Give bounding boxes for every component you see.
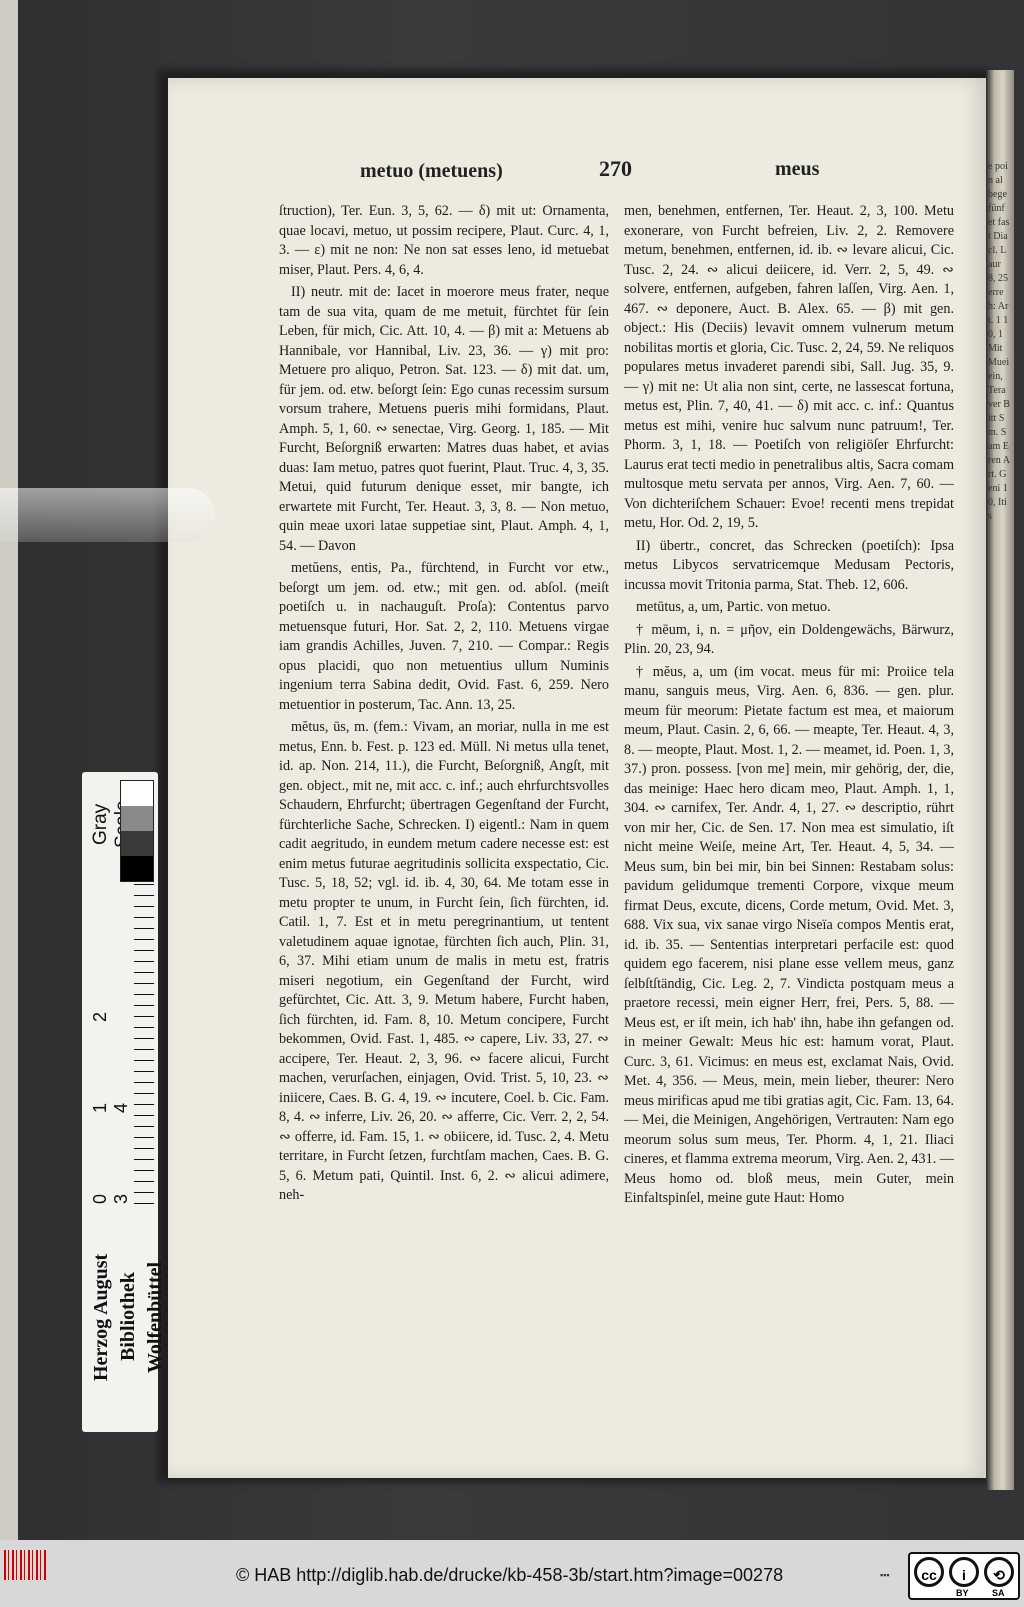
- library-line-2: Wolfenbüttel: [144, 1261, 166, 1373]
- ruler-ticks: [134, 884, 154, 1204]
- left-column: [279, 202, 609, 1372]
- previous-page-edge: [0, 0, 18, 1540]
- entry-meus: † mĕus, a, um (im vocat. meus für mi: Proiice tela manu, sanguis meus, Virg. Aen. 6, 836. — gen. plur. meum für meorum: Pietate factum est mea, et maiorum meum, Plaut. Casin. 2, 6, 66. — meapte, Ter. Heaut. 4, 3, 8. — meopte, Plaut. Most. 1, 2. — meamet, id. Poen. 1, 3, 37.) pron. possess. [von me] mein, mir gehörig, der, die, das meinige: Haec hero dicam meo, Plaut. Amph. 1, 1, 304. ∾ carnifex, Ter. Andr. 4, 1, 27. ∾ descriptio, rührt von mir her, Cic. de Sen. 17. Non mea est simulatio, iſt nicht meine Weiſe, meine Art, Ter. Heaut. 4, 5, 34. — Meus sum, bin bei mir, bin bei Sinnen: Restabam solus: pavidum gelidumque trementi Corpore, vixque meum firmat Deus, excute, dicens, Corde metum, Ovid. Met. 3, 688. Vix sua, vix sanae virgo Niseïa compos Mentis erat, id. ib. 35. — Sententias interpretari perfacile est: quod quidem ego facerem, nisi plane esse vellem meus, ganz ſelbſtſtändig, Cic. Leg. 2, 7. Vindicta postquam meus a praetore recessi, mein eigner Herr, frei, Pers. 5, 88. — Meus est, er iſt mein, ich hab' ihn, habe ihn gefangen od. in meiner Gewalt: Meus hic est: hamum vorat, Plaut. Curc. 3, 61. Vicimus: en meus est, exclamat Nais, Ovid. Met. 4, 356. — Meus, mein, mein lieber, theurer: Nero meus mirificas apud me tibi gratias agit, Cic. Fam. 13, 64. — Mei, die Meinigen, Angehörigen, Vertrauten: Nam ego meorum solus sum meus, Ter. Phorm. 4, 1, 21. Iliaci cineres, et flamma extrema meorum, Virg. Aen. 2, 431. — Meus homo od. bloß meus, mein Guter, mein Einfaltspinſel, meine gute Haut: Homo: [624, 663, 954, 1206]
- library-name: [88, 1212, 166, 1422]
- page-number: 270: [599, 156, 632, 181]
- entry-continuation: ſtruction), Ter. Eun. 3, 5, 62. — δ) mit ut: Ornamenta, quae locavi, metuo, ut possim recipere, Plaut. Curc. 4, 1, 3. — ε) mit ne non: Ne non sat esses leno, id metuebat miser, Plaut. Pers. 4, 6, 4.: [279, 203, 609, 278]
- swatch-dark-gray: [121, 831, 153, 856]
- cc-license-badge[interactable]: [908, 1552, 1020, 1600]
- swatch-black: [121, 856, 153, 881]
- page-header: [168, 150, 986, 190]
- entry-metuens: metŭens, entis, Pa., fürchtend, in Furcht vor etw., beſorgt um jem. od. etw.; mit gen. od. abſol. (meiſt poetiſch u. in nachauguſt. Proſa): Contentus parvo metuensque futuri, Hor. Sat. 2, 2, 110. Metuens virgae iam grandis Achilles, Juven. 7, 210. — Compar.: Regis opus placidi, quo non metuentius ullum Numinis ingenium terra Sabina dedit, Ovid. Fast. 6, 259. Nero metuentior in posterum, Tac. Ann. 13, 25.: [279, 560, 609, 713]
- sa-label: SA: [992, 1588, 1005, 1598]
- barcode-icon: [4, 1550, 48, 1580]
- header-right-catchword: meus: [775, 158, 820, 180]
- entry-metus-continued: men, benehmen, entfernen, Ter. Heaut. 2, 3, 100. Metu exonerare, von Furcht befreien, Liv. 2, 2. Removere metum, benehmen, entfernen, id. ib. ∾ levare alicui, Cic. Tusc. 2, 24. ∾ alicui deiicere, id. Verr. 2, 5, 49. ∾ solvere, entfernen, aufgeben, fahren laſſen, Virg. Aen. 1, 467. ∾ deponere, Auct. B. Alex. 65. — β) mit gen. object.: His (Deciis) levavit omnem vulnerum metum nobilitas mortis et gloria, Cic. Tusc. 2, 24, 59. Ne reliquos populares metus invaderet parendi sibi, Sall. Jug. 35, 9. — γ) mit ne: Ut alia non sint, certe, ne lassescat fortuna, metus est, Plin. 7, 40, 41. — δ) mit acc. c. inf.: Quantus metus est mihi, venire huc salvum nunc patruum!, Ter. Phorm. 3, 1, 18. — Poetiſch von religiöſer Ehrfurcht: Laurus erat tecti medio in penetralibus altis, Sacra comam multosque metu servata per annos, Virg. Aen. 7, 60. — Von dichteriſchem Schauer: Evoe! recenti mens trepidat metu, Hor. Od. 2, 19, 5.: [624, 203, 954, 531]
- sa-icon: ⟲: [984, 1557, 1014, 1587]
- header-left-catchword: metuo (metuens): [360, 160, 503, 182]
- swatch-white: [121, 781, 153, 806]
- by-icon: i: [949, 1557, 979, 1587]
- footer-bar: [0, 1540, 1024, 1607]
- gray-scale-label: Gray: [90, 803, 111, 845]
- entry-metutus: metūtus, a, um, Partic. von metuo.: [636, 599, 831, 615]
- gray-scale-ruler: [82, 772, 166, 1432]
- footer-tiny-mark: ▪▪▪: [880, 1570, 890, 1580]
- entry-metus: mĕtus, ūs, m. (fem.: Vivam, an moriar, nulla in me est metus, Enn. b. Fest. p. 123 ed. Müll. Ni metus ulla tenet, id. ap. Non. 214, 11.), die Furcht, Beſorgniß, Angſt, mit gen. object., mit ne, mit acc. c. inf.; auch ehrfurchtsvolles Schaudern, Ehrfurcht; übertragen Gegenſtand der Furcht, fürchterliche Sache, Schrecken. I) eigentl.: Nam in quem cadit aegritudo, in eundem metum cadere necesse est: est enim metus futurae aegritudinis sollicita exspectatio, Cic. Tusc. 5, 18, 52; vgl. id. ib. 4, 30, 64. Me totam esse in metu propter te unum, in Furcht ſein, ſich fürchten, id. Catil. 1, 7. Est et in metu peregrinantium, ut tentent valetudinem aquae ignotae, fürchten ſich auch, Plin. 31, 6, 37. Mihi etiam unum de malis in metu est, fratris miseri negotium, ein Gegenſtand der Furcht, wird gefürchtet, Cic. Att. 3, 9. Metum habere, Furcht haben, ſich fürchten, id. Fam. 8, 10. Metum concipere, Furcht bekommen, Ovid. Fast. 1, 485. ∾ capere, Liv. 33, 27. ∾ accipere, Ter. Heaut. 2, 3, 96. ∾ facere alicui, Furcht machen, verurſachen, einjagen, Ovid. Trist. 5, 10, 23. ∾ iniicere, Caes. B. G. 4, 19. ∾ incutere, Coel. b. Cic. Fam. 8, 4. ∾ inferre, Liv. 26, 20. ∾ afferre, Cic. Verr. 2, 2, 54. ∾ offerre, id. Fam. 15, 1. ∾ obiicere, id. Tusc. 2, 4. Metu territare, in Furcht ſetzen, furchtſam machen, Caes. B. G. 5, 6. Metum pati, Quintil. Inst. 6, 2. ∾ alicui adimere, neh-: [279, 719, 609, 1203]
- entry-metus-uebertr: II) übertr., concret, das Schrecken (poetiſch): Ipsa metus Libycos servatricemque Medusam Pectoris, incussa movit Tritonia parma, Stat. Theb. 12, 606.: [624, 537, 954, 593]
- cc-icon: cc: [914, 1557, 944, 1587]
- swatch-light-gray: [121, 806, 153, 831]
- gray-swatches: [120, 780, 154, 882]
- library-line-1: Herzog August Bibliothek: [90, 1253, 139, 1381]
- entry-meum: † mēum, i, n. = μῆον, ein Doldengewächs, Bärwurz, Plin. 20, 23, 94.: [624, 621, 954, 657]
- next-page-edge-text: e poin al bege fünf et fast Diacl. Laur 8, 25 erreh: Art. 1 10, 1 Mit Muei ein, Tera ver Bitt Sm. Sam Eren Art. Geni 10, Itis: [988, 161, 1010, 522]
- by-label: BY: [956, 1588, 969, 1598]
- page-holder-spatula: [0, 488, 215, 542]
- entry-neutr: II) neutr. mit de: Iacet in moerore meus frater, neque tam de sua vita, quam de me metuit, fürchtet für ſein Leben, für mich, Cic. Att. 10, 4. — β) mit a: Metuens ab Hannibale, vor Hannibal, Liv. 23, 36. — γ) mit pro: Metuere pro aliquo, Petron. Sat. 123. — δ) mit dat. um, für jem. od. etw. beſorgt ſein: Ego cunas recessim sursum vorsum trahere, Metuens pueris mihi formidans, Plaut. Amph. 5, 1, 60. ∾ senectae, Virg. Georg. 1, 185. — Mit Furcht, Beſorgniß erwarten: Matres duas habet, et avias duas: Iam metuo, patres quot fuerint, Plaut. Truc. 4, 3, 35. Metui, quid futurum denique esset, mir bangte, ich erwartete mit Furcht, Ter. Heaut. 3, 3, 8. — Non metuo, quin meae uxori latae suppetiae sint, Plaut. Amph. 4, 1, 54. — Davon: [279, 284, 609, 554]
- right-column: [624, 202, 954, 1372]
- ruler-numbers: 0 1 2 3 4: [90, 973, 131, 1204]
- source-url[interactable]: © HAB http://diglib.hab.de/drucke/kb-458-3b/start.htm?image=00278: [236, 1565, 784, 1585]
